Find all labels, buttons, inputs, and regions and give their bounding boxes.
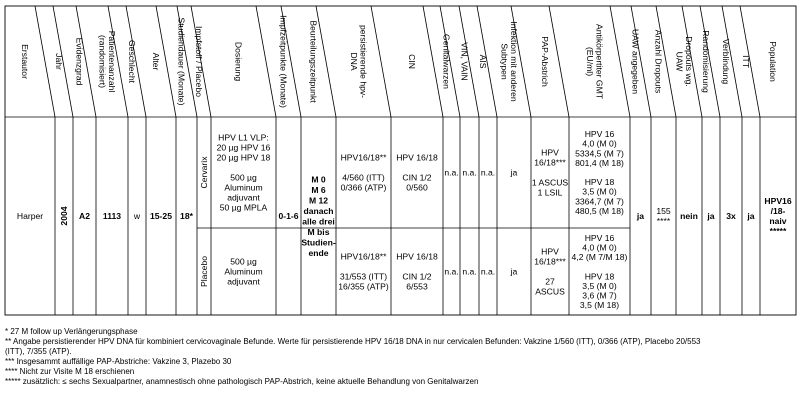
- arm-placebo-name: Placebo: [199, 255, 209, 288]
- header-genitalwarzen: [442, 34, 452, 89]
- arm-placebo-dna-line-2: 31/553 (ITT): [339, 271, 388, 282]
- footnote-5: ***** zusätzlich: ≤ sechs Sexualpartner, anamnestisch ohne pathologisch PAP-Abstrich, keine aktuelle Behandlung von Genitalwarzen: [5, 377, 479, 386]
- arm-cervarix-antikoerper-line-7: 3364,7 (M 7): [575, 196, 624, 207]
- header-label-antikoerper-1: (EU/ml): [584, 46, 595, 77]
- header-label-verblindung-0: Verblindung: [721, 38, 731, 85]
- header-divider-cin: [371, 6, 391, 117]
- cell-studiendauer: 18*: [180, 211, 193, 221]
- arm-cervarix-pap-line-1: 16/18***: [534, 157, 566, 168]
- cell-population-line-0: HPV16: [764, 196, 792, 206]
- arm-cervarix-dosierung-line-7: 50 µg MPLA: [219, 202, 268, 213]
- arm-placebo-infektion: ja: [510, 266, 518, 277]
- header-label-patientenanzahl-0: Patientenanzahl: [106, 30, 117, 93]
- cell-itt: ja: [747, 211, 755, 221]
- header-pap: [540, 36, 550, 87]
- arm-cervarix-dna-line-2: 4/560 (ITT): [342, 172, 385, 183]
- arm-cervarix-name: Cervarix: [199, 156, 209, 189]
- cell-randomisierung: ja: [707, 211, 715, 221]
- arm-placebo-pap-line-1: 16/18***: [534, 256, 566, 267]
- arm-cervarix-pap-line-3: 1 ASCUS: [531, 177, 569, 188]
- cell-dropouts-line-1: ****: [656, 216, 671, 226]
- header-impfzeitpunkte: [279, 15, 289, 108]
- arm-cervarix-dna-line-3: 0/366 (ATP): [340, 182, 387, 193]
- cell-beurteilungszeitpunkt-line-1: M 6: [311, 184, 326, 195]
- header-dropouts_uaw: [674, 36, 694, 87]
- header-label-pap-0: PAP-Abstrich: [540, 36, 550, 87]
- arm-placebo-dosierung-line-0: 500 µg: [230, 256, 257, 267]
- arm-cervarix-dosierung-line-5: Aluminum: [224, 182, 263, 193]
- cell-beurteilungszeitpunkt-line-7: ende: [308, 247, 329, 258]
- arm-cervarix-antikoerper-line-8: 480,5 (M 18): [575, 205, 624, 216]
- arm-cervarix-dosierung-line-6: adjuvant: [227, 192, 260, 203]
- header-itt: [741, 55, 751, 69]
- arm-cervarix-antikoerper-line-6: 3,5 (M 0): [582, 186, 617, 197]
- header-label-dosierung-0: Dosierung: [233, 41, 244, 82]
- arm-placebo-pap-line-3: 27: [545, 276, 555, 287]
- cell-alter: 15-25: [150, 211, 172, 221]
- arm-placebo-genitalwarzen: n.a.: [444, 266, 459, 277]
- cell-dropouts-line-0: 155: [656, 206, 671, 216]
- cell-beurteilungszeitpunkt-line-0: M 0: [311, 174, 326, 185]
- header-label-infektion-1: Subtypen: [499, 43, 510, 80]
- cell-erstautor: Harper: [16, 211, 44, 221]
- footnote-2-cont: (ITT), 7/355 (ATP).: [5, 347, 72, 356]
- arm-cervarix-cin-line-0: HPV 16/18: [396, 152, 438, 163]
- arm-placebo-antikoerper-line-0: HPV 16: [584, 232, 615, 243]
- header-label-genitalwarzen-0: Genitalwarzen: [441, 34, 452, 89]
- cell-evidenzgrad: A2: [79, 211, 90, 221]
- arm-cervarix-dosierung-line-0: HPV L1 VLP:: [218, 132, 269, 143]
- cell-beurteilungszeitpunkt-line-3: danach: [303, 205, 334, 216]
- header-label-impfzeitpunkte-0: Impfzeitpunkte (Monate): [278, 15, 289, 108]
- header-population: [768, 41, 778, 82]
- arm-cervarix-infektion: ja: [510, 167, 518, 178]
- header-divider-impfzeitpunkte: [256, 6, 276, 117]
- arm-placebo-ais: n.a.: [480, 266, 496, 277]
- header-cin: [407, 54, 417, 69]
- header-label-uaw-0: UAW angegeben: [630, 28, 641, 95]
- header-jahr: [54, 53, 64, 70]
- arm-placebo-antikoerper-line-5: 3,5 (M 0): [582, 280, 617, 291]
- arm-cervarix-antikoerper-line-0: HPV 16: [584, 129, 615, 140]
- header-dosierung: [234, 42, 244, 81]
- header-vin_vain: [460, 42, 470, 81]
- arm-placebo-dna-line-0: HPV16/18**: [340, 251, 387, 262]
- header-ais: [478, 55, 488, 69]
- header-studiendauer: [177, 18, 187, 106]
- header-label-itt-0: ITT: [741, 55, 751, 68]
- arm-cervarix-antikoerper-line-5: HPV 18: [584, 177, 615, 188]
- arm-cervarix-cin-line-3: 0/560: [406, 182, 428, 193]
- header-verblindung: [721, 39, 731, 85]
- header-infektion: [499, 21, 519, 101]
- cell-population-line-1: /18-: [770, 206, 786, 216]
- cell-beurteilungszeitpunkt-line-6: Studien-: [301, 237, 336, 248]
- cell-uaw: ja: [636, 211, 645, 221]
- arm-placebo-vin_vain: n.a.: [462, 266, 477, 277]
- arm-cervarix-dna-line-0: HPV16/18**: [340, 152, 387, 163]
- arm-cervarix-antikoerper-line-3: 801,4 (M 18): [575, 157, 624, 168]
- arm-placebo-cin-line-3: 6/553: [406, 281, 428, 292]
- header-label-dropouts_uaw-1: UAW: [674, 51, 685, 72]
- header-label-evidenzgrad-0: Evidenzgrad: [74, 37, 85, 86]
- header-label-vin_vain-0: VIN, VAIN: [459, 42, 470, 81]
- cell-population-line-2: naiv: [769, 216, 787, 226]
- header-persistierende_dna: [349, 25, 369, 98]
- arm-placebo-dosierung-line-1: Aluminum: [224, 266, 263, 277]
- arm-cervarix-antikoerper-line-1: 4,0 (M 0): [582, 138, 617, 149]
- footnote-4: **** Nicht zur Visite M 18 erschienen: [5, 367, 135, 376]
- cell-jahr: 2004: [59, 206, 69, 226]
- header-label-jahr-0: Jahr: [54, 53, 64, 70]
- arm-cervarix-antikoerper-line-2: 5334,5 (M 7): [575, 148, 624, 159]
- header-erstautor: [20, 44, 30, 79]
- header-alter: [151, 53, 161, 71]
- header-label-studiendauer-0: Studiendauer (Monate): [176, 17, 187, 106]
- header-label-dropouts_uaw-0: Dropouts wg.: [683, 36, 694, 87]
- cell-verblindung: 3x: [726, 211, 736, 221]
- header-divider-uaw: [610, 6, 630, 117]
- header-patientenanzahl: [97, 31, 117, 93]
- arm-placebo-cin-line-0: HPV 16/18: [396, 251, 438, 262]
- cell-beurteilungszeitpunkt-line-2: M 12: [308, 195, 329, 206]
- header-label-erstautor-0: Erstautor: [20, 44, 30, 79]
- arm-cervarix-genitalwarzen: n.a.: [444, 167, 459, 178]
- header-label-geschlecht-0: Geschlecht: [127, 40, 137, 83]
- header-label-randomisierung-0: Randomisierung: [701, 30, 711, 93]
- arm-placebo-pap-line-4: ASCUS: [535, 286, 565, 297]
- arm-placebo-antikoerper-line-1: 4,0 (M 0): [582, 242, 617, 253]
- cell-beurteilungszeitpunkt-line-5: M bis: [307, 226, 330, 237]
- arm-placebo-dosierung-line-2: adjuvant: [227, 276, 260, 287]
- header-label-infektion-0: Infektion mit anderen: [508, 21, 519, 102]
- header-label-patientenanzahl-1: (randomisiert): [97, 34, 108, 89]
- header-dropouts: [654, 30, 664, 94]
- header-label-population-0: Population: [768, 41, 778, 82]
- cell-population-line-3: *****: [769, 226, 787, 236]
- header-divider-genitalwarzen: [423, 6, 443, 117]
- header-label-ais-0: AIS: [478, 54, 488, 69]
- cell-dropouts_uaw: nein: [680, 211, 698, 221]
- arm-placebo-cin-line-2: CIN 1/2: [402, 271, 432, 282]
- arm-placebo-antikoerper-line-2: 4,2 (M 7/M 18): [571, 252, 628, 263]
- header-label-alter-0: Alter: [151, 52, 161, 71]
- header-label-persistierende_dna-1: DNA: [348, 52, 359, 71]
- header-uaw: [631, 29, 641, 94]
- arm-cervarix-vin_vain: n.a.: [462, 167, 477, 178]
- arm-cervarix-cin-line-2: CIN 1/2: [402, 172, 432, 183]
- arm-placebo-dna-line-3: 16/355 (ATP): [338, 281, 389, 292]
- header-label-cin-0: CIN: [407, 54, 417, 69]
- arm-placebo-antikoerper-line-7: 3,5 (M 18): [579, 300, 620, 311]
- header-evidenzgrad: [75, 38, 85, 86]
- arm-cervarix-dosierung-line-1: 20 µg HPV 16: [216, 142, 271, 153]
- footnote-3: *** Insgesammt auffällige PAP-Abstriche: Vakzine 3, Plazebo 30: [5, 357, 232, 366]
- header-divider-antikoerper: [549, 6, 569, 117]
- header-label-impfstoff-0: Impfstoff / Placebo: [194, 25, 204, 98]
- header-label-persistierende_dna-0: persistierende hpv-: [358, 24, 369, 99]
- footnote-1: * 27 M follow up Verlängerungsphase: [5, 327, 138, 336]
- arm-cervarix-ais: n.a.: [480, 167, 496, 178]
- arm-cervarix-pap-line-4: 1 LSIL: [537, 187, 563, 198]
- cell-impfzeitpunkte: 0-1-6: [278, 211, 299, 221]
- header-label-dropouts-0: Anzahl Dropouts: [653, 29, 664, 94]
- arm-cervarix-dosierung-line-2: 20 µg HPV 18: [216, 152, 271, 163]
- header-divider-jahr: [35, 6, 55, 117]
- header-label-beurteilungszeitpunkt-0: Beurteilungszeitpunkt: [308, 20, 319, 103]
- arm-placebo-pap-line-0: HPV: [541, 246, 559, 257]
- arm-placebo-antikoerper-line-6: 3,6 (M 7): [582, 290, 617, 301]
- arm-cervarix-dosierung-line-4: 500 µg: [230, 172, 257, 183]
- cell-beurteilungszeitpunkt-line-4: alle drei: [302, 216, 335, 227]
- header-geschlecht: [127, 40, 137, 84]
- arm-placebo-antikoerper-line-4: HPV 18: [584, 271, 615, 282]
- header-randomisierung: [701, 30, 711, 93]
- header-antikoerper: [585, 24, 605, 100]
- footnote-2: ** Angabe persistierender HPV DNA für kombiniert cervicovaginale Befunde. Werte für persistierende HPV 16/18 DNA in nur cervicalen Befunden: Vakzine 1/560 (ITT), 0/366 (ATP), Placebo 20/553: [5, 337, 701, 346]
- arm-cervarix-pap-line-0: HPV: [541, 147, 559, 158]
- header-beurteilungszeitpunkt: [309, 20, 319, 103]
- cell-geschlecht: w: [133, 211, 141, 221]
- header-impfstoff: [194, 26, 204, 97]
- cell-patientenanzahl: 1113: [102, 211, 122, 221]
- header-label-antikoerper-0: Antikörpertiter GMT: [594, 24, 605, 99]
